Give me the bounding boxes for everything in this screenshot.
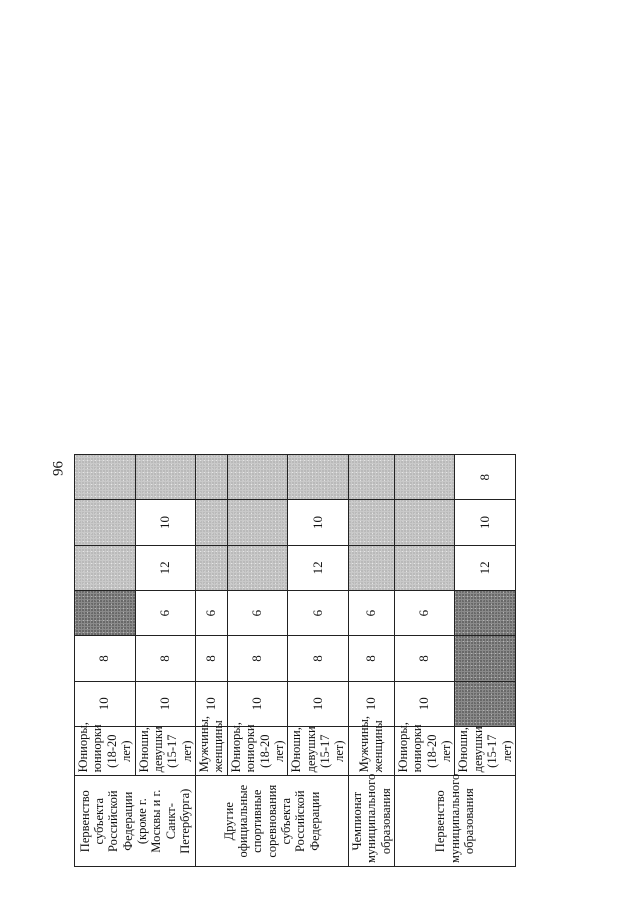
- competition-cell: Другие официальные спортивные соревнования субъекта Российской Федерации: [196, 776, 349, 867]
- shaded-cell: [394, 455, 455, 500]
- value-cell: 12: [455, 545, 516, 590]
- competition-cell: Первенство субъекта Российской Федерации (кроме г. Москвы и г. Санкт-Петербурга): [75, 776, 196, 867]
- value-cell: 6: [227, 591, 288, 636]
- value-cell: 10: [135, 500, 196, 545]
- shaded-cell: [196, 455, 228, 500]
- value-cell: 6: [348, 591, 394, 636]
- shaded-cell: [455, 591, 516, 636]
- value-cell: 6: [394, 591, 455, 636]
- value-cell: 8: [196, 636, 228, 681]
- value-cell: 8: [348, 636, 394, 681]
- value-cell: 10: [196, 681, 228, 726]
- value-cell: 10: [227, 681, 288, 726]
- group-cell: Юноши, девушки (15-17 лет): [288, 726, 349, 775]
- value-cell: 8: [227, 636, 288, 681]
- value-cell: 10: [348, 681, 394, 726]
- group-cell: Юниоры, юниорки (18-20 лет): [75, 726, 136, 775]
- competition-cell: Первенство муниципального образования: [394, 776, 515, 867]
- shaded-cell: [455, 681, 516, 726]
- group-cell: Юниоры, юниорки (18-20 лет): [394, 726, 455, 775]
- shaded-cell: [348, 455, 394, 500]
- value-cell: 6: [288, 591, 349, 636]
- value-cell: 8: [288, 636, 349, 681]
- shaded-cell: [348, 500, 394, 545]
- value-cell: 10: [394, 681, 455, 726]
- value-cell: 12: [135, 545, 196, 590]
- sports-category-table: [74, 72, 516, 867]
- shaded-cell: [75, 591, 136, 636]
- group-cell: Мужчины, женщины: [348, 726, 394, 775]
- competition-cell: Чемпионат муниципального образования: [348, 776, 394, 867]
- shaded-cell: [288, 455, 349, 500]
- table-row: [196, 73, 228, 867]
- value-cell: 12: [288, 545, 349, 590]
- group-cell: Юниоры, юниорки (18-20 лет): [227, 726, 288, 775]
- value-cell: 8: [394, 636, 455, 681]
- shaded-cell: [455, 636, 516, 681]
- table-row: [288, 73, 349, 867]
- shaded-cell: [196, 545, 228, 590]
- value-cell: 8: [75, 636, 136, 681]
- shaded-cell: [135, 455, 196, 500]
- shaded-cell: [75, 500, 136, 545]
- value-cell: 10: [75, 681, 136, 726]
- group-cell: Юноши, девушки (15-17 лет): [455, 726, 516, 775]
- table-row: [455, 73, 516, 867]
- value-cell: 8: [135, 636, 196, 681]
- value-cell: 6: [196, 591, 228, 636]
- shaded-cell: [75, 455, 136, 500]
- group-cell: Юноши, девушки (15-17 лет): [135, 726, 196, 775]
- table-row: [75, 73, 136, 867]
- shaded-cell: [394, 545, 455, 590]
- value-cell: 8: [455, 455, 516, 500]
- value-cell: 6: [135, 591, 196, 636]
- group-cell: Мужчины, женщины: [196, 726, 228, 775]
- table-row: [394, 73, 455, 867]
- table-row: [135, 73, 196, 867]
- shaded-cell: [227, 455, 288, 500]
- shaded-cell: [75, 545, 136, 590]
- table-row: [227, 73, 288, 867]
- shaded-cell: [227, 545, 288, 590]
- value-cell: 10: [135, 681, 196, 726]
- rotated-table-container: [74, 72, 514, 867]
- page-number: 96: [50, 461, 67, 476]
- shaded-cell: [196, 500, 228, 545]
- table-row: [348, 73, 394, 867]
- value-cell: 10: [455, 500, 516, 545]
- value-cell: 10: [288, 681, 349, 726]
- value-cell: 10: [288, 500, 349, 545]
- shaded-cell: [348, 545, 394, 590]
- shaded-cell: [227, 500, 288, 545]
- shaded-cell: [394, 500, 455, 545]
